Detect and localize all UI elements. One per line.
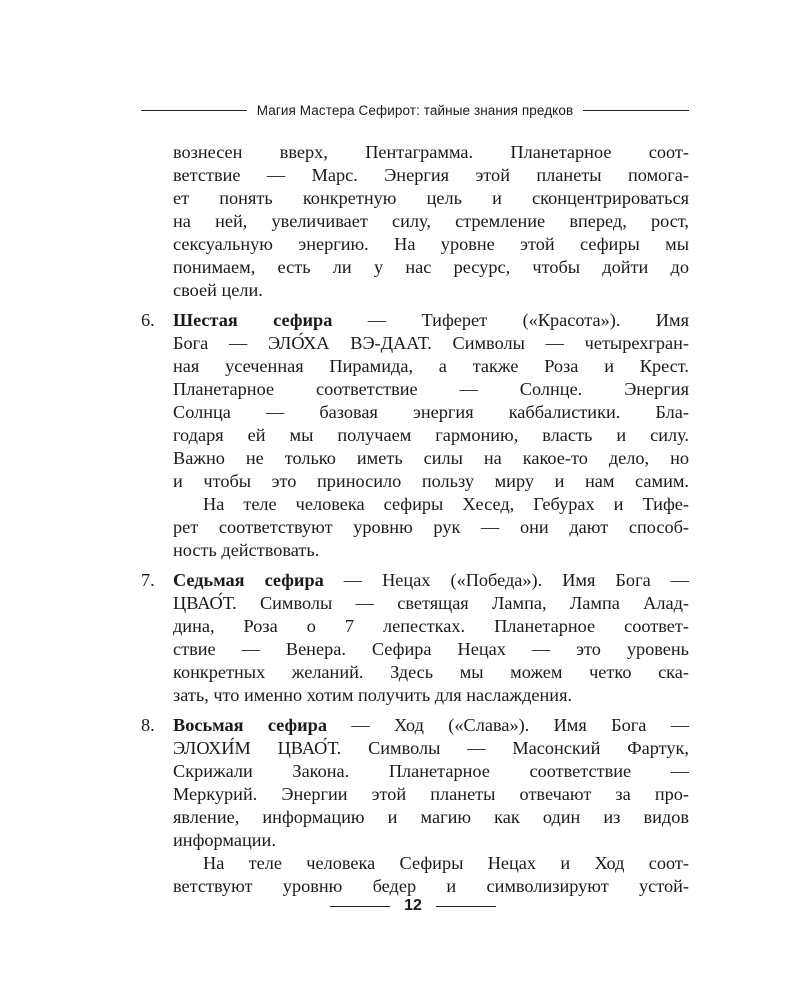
list-item-7 xyxy=(141,569,689,707)
text-line: дина, Роза о 7 лепестках. Планетарное соответ- xyxy=(173,616,689,636)
footer-rule-right xyxy=(436,906,496,907)
text-line: явление, информацию и магию как один из видов xyxy=(173,807,689,827)
text-line: ствие — Венера. Сефира Нецах — это уровень xyxy=(173,639,689,659)
page-body xyxy=(141,141,689,898)
text-line: ная усеченная Пирамида, а также Роза и Крест. xyxy=(173,356,689,376)
text-line: рет соответствуют уровню рук — они дают способ- xyxy=(173,517,689,537)
item-text: — Ход («Слава»). Имя Бога — xyxy=(327,715,690,735)
item-heading: Седьмая сефира xyxy=(173,570,324,590)
text-line: Планетарное соответствие — Солнце. Энергия xyxy=(173,379,689,399)
text-line: вознесен вверх, Пентаграмма. Планетарное соот- xyxy=(173,142,689,162)
header-rule-right xyxy=(583,110,689,111)
item-first-line xyxy=(141,714,689,737)
text-line: Солнца — базовая энергия каббалистики. Бла- xyxy=(173,402,689,422)
item-text: — Тиферет («Красота»). Имя xyxy=(332,310,689,330)
text-line: Бога — ЭЛО́ХА ВЭ-ДААТ. Символы — четырехгран- xyxy=(173,333,689,353)
list-item-6 xyxy=(141,309,689,562)
text-line: сексуальную энергию. На уровне этой сефиры мы xyxy=(173,234,689,254)
text-line: ет понять конкретную цель и сконцентрироваться xyxy=(173,188,689,208)
text-line: ЦВАО́Т. Символы — светящая Лампа, Лампа Алад- xyxy=(173,593,689,613)
text-line: и чтобы это приносило пользу миру и нам самим. xyxy=(173,471,689,491)
text-line: ветствие — Марс. Энергия этой планеты помога- xyxy=(173,165,689,185)
text-line: понимаем, есть ли у нас ресурс, чтобы дойти до xyxy=(173,257,689,277)
text-line: ЭЛОХИ́М ЦВАО́Т. Символы — Масонский Фартук, xyxy=(173,738,689,758)
list-item-8 xyxy=(141,714,689,898)
item-first-line xyxy=(141,309,689,332)
text-line: своей цели. xyxy=(173,280,263,300)
text-line: годаря ей мы получаем гармонию, власть и силу. xyxy=(173,425,689,445)
text-line: зать, что именно хотим получить для наслаждения. xyxy=(173,685,573,705)
book-title: Магия Мастера Сефирот: тайные знания предков xyxy=(256,102,574,118)
running-header xyxy=(141,99,689,121)
text-line: ность действовать. xyxy=(173,540,320,560)
item-number: 7. xyxy=(141,570,155,590)
text-line: ветствуют уровню бедер и символизируют устой- xyxy=(173,876,689,896)
text-line: На теле человека сефиры Хесед, Гебурах и Тифе- xyxy=(203,494,689,514)
page-number: 12 xyxy=(404,897,422,914)
footer-rule-left xyxy=(330,906,390,907)
item-heading: Восьмая сефира xyxy=(173,715,327,735)
item-first-line xyxy=(141,569,689,592)
continuation-paragraph xyxy=(141,141,689,302)
text-line: конкретных желаний. Здесь мы можем четко ска- xyxy=(173,662,689,682)
item-number: 8. xyxy=(141,715,155,735)
text-line: информации. xyxy=(173,830,276,850)
item-heading: Шестая сефира xyxy=(173,310,333,330)
header-rule-left xyxy=(141,110,247,111)
item-number: 6. xyxy=(141,310,155,330)
text-line: Важно не только иметь силы на какое-то дело, но xyxy=(173,448,689,468)
text-line: на ней, увеличивает силу, стремление вперед, рост, xyxy=(173,211,689,231)
page-footer xyxy=(330,894,496,918)
text-line: На теле человека Сефиры Нецах и Ход соот- xyxy=(203,853,689,873)
text-line: Меркурий. Энергии этой планеты отвечают за про- xyxy=(173,784,689,804)
text-line: Скрижали Закона. Планетарное соответствие — xyxy=(173,761,689,781)
item-text: — Нецах («Победа»). Имя Бога — xyxy=(323,570,689,590)
